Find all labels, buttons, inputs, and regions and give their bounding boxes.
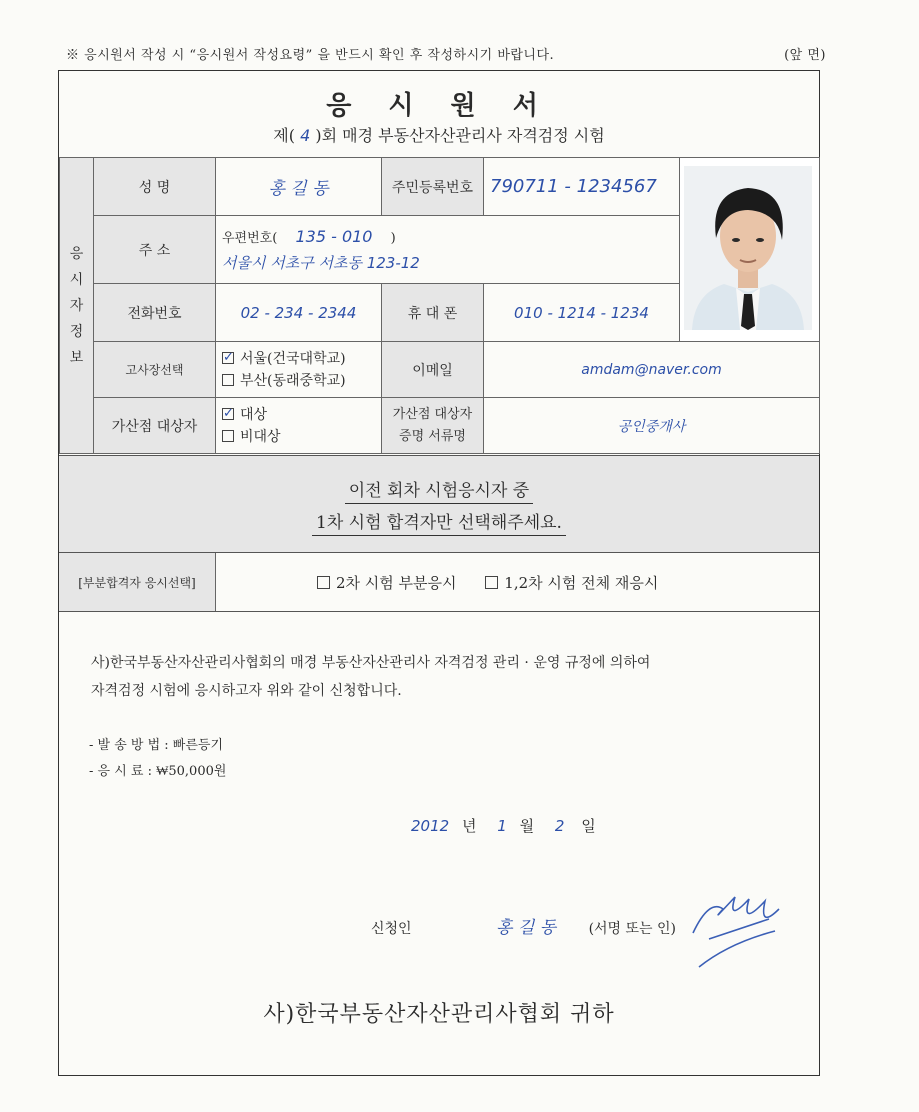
partial-pass-row <box>59 553 819 612</box>
checkbox-icon <box>485 576 498 589</box>
round-number: 4 <box>300 126 311 145</box>
applicant-signature-line <box>371 913 676 938</box>
email-label: 이메일 <box>382 342 484 398</box>
exam-site-options <box>216 342 382 398</box>
previous-round-notice <box>59 455 819 553</box>
application-statement: 사)한국부동산자산관리사협회의 매경 부동산자산관리사 자격검정 관리 · 운영 규정에 의하여 자격검정 시험에 응시하고자 위와 같이 신청합니다. <box>91 655 651 699</box>
bonus-label: 가산점 대상자 <box>94 398 216 454</box>
partial-pass-label: [부분합격자 응시선택] <box>59 553 216 611</box>
photo-cell <box>680 158 820 342</box>
delivery-method: - 발 송 방 법 : 빠른등기 <box>89 738 224 753</box>
bonus-options <box>216 398 382 454</box>
previous-line-1: 이전 회차 시험응시자 중 <box>345 481 533 504</box>
address-label: 주 소 <box>94 216 216 284</box>
address-value: 서울시 서초구 서초동 123-12 <box>222 253 420 272</box>
phone-field[interactable]: 02 - 234 - 2344 <box>216 284 382 342</box>
previous-line-2: 1차 시험 합격자만 선택해주세요. <box>312 513 566 536</box>
exam-site-label: 고사장선택 <box>94 342 216 398</box>
mobile-field[interactable]: 010 - 1214 - 1234 <box>484 284 680 342</box>
email-field[interactable]: amdam@naver.com <box>484 342 820 398</box>
address-field[interactable]: 우편번호( 135 - 010 ) 서울시 서초구 서초동 123-12 <box>216 216 680 284</box>
checkbox-checked-icon <box>222 408 234 420</box>
bonus-doc-field[interactable]: 공인중개사 <box>484 398 820 454</box>
rrn-label: 주민등록번호 <box>382 158 484 216</box>
applicant-info-table <box>59 157 820 454</box>
name-field[interactable]: 홍 길 동 <box>216 158 382 216</box>
checkbox-checked-icon <box>222 352 234 364</box>
title-box <box>59 71 819 158</box>
handwritten-signature <box>679 879 789 975</box>
exam-fee: - 응 시 료 : ₩50,000원 <box>89 764 227 779</box>
mobile-label: 휴 대 폰 <box>382 284 484 342</box>
applicant-name: 홍 길 동 <box>496 918 557 938</box>
name-label: 성 명 <box>94 158 216 216</box>
partial-option-second-only[interactable]: 2차 시험 부분응시 <box>317 574 457 592</box>
addressee: 사)한국부동산자산관리사협회 귀하 <box>263 1002 615 1027</box>
site-option-seoul[interactable]: ✓서울(건국대학교) <box>222 348 375 370</box>
form-subtitle: 제( 4 )회 매경 부동산자산관리사 자격검정 시험 <box>273 126 605 145</box>
rrn-field[interactable]: 790711 - 1234567 <box>484 158 680 216</box>
phone-label: 전화번호 <box>94 284 216 342</box>
signature-note: (서명 또는 인) <box>588 921 677 937</box>
application-date: 2012 년 1 월 2 일 <box>411 817 596 835</box>
checkbox-icon <box>222 374 234 386</box>
form-title: 응 시 원 서 <box>326 91 552 121</box>
bonus-doc-label: 가산점 대상자 증명 서류명 <box>382 398 484 454</box>
checkbox-icon <box>222 430 234 442</box>
partial-option-full-retake[interactable]: 1,2차 시험 전체 재응시 <box>485 574 658 592</box>
applicant-info-side-label: 응 시 자 정 보 <box>60 158 94 454</box>
applicant-photo <box>684 166 812 330</box>
site-option-busan[interactable]: 부산(동래중학교) <box>222 370 375 392</box>
delivery-and-fee <box>89 733 226 785</box>
postal-code: 135 - 010 <box>295 226 373 246</box>
bonus-option-ineligible[interactable]: 비대상 <box>222 426 375 448</box>
top-notice <box>66 44 826 63</box>
applicant-label: 신청인 <box>371 921 412 937</box>
bonus-option-eligible[interactable]: ✓대상 <box>222 404 375 426</box>
front-side-label: (앞 면) <box>784 48 826 63</box>
application-form <box>58 70 820 1076</box>
notice-text: ※ 응시원서 작성 시 “응시원서 작성요령” 을 반드시 확인 후 작성하시기 바랍니다. <box>66 48 555 63</box>
checkbox-icon <box>317 576 330 589</box>
partial-pass-options <box>317 572 682 593</box>
